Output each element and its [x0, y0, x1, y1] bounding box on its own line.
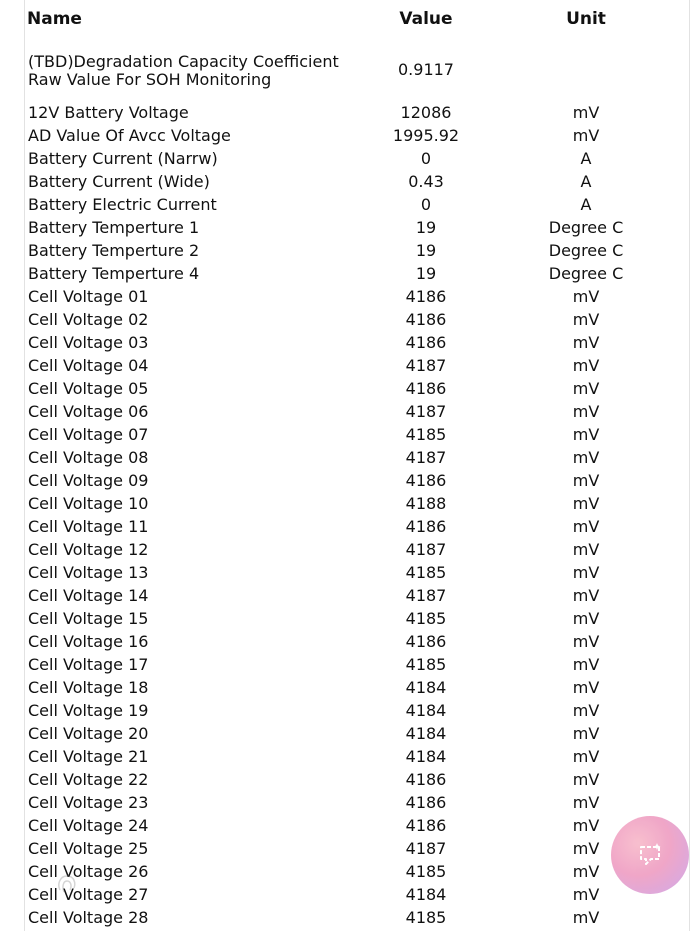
cell-name: Battery Electric Current [28, 195, 217, 214]
table-row[interactable] [25, 193, 690, 216]
cell-unit: mV [572, 494, 600, 513]
cell-value: 4185 [405, 609, 447, 628]
cell-value: 4186 [405, 471, 447, 490]
cell-name: Battery Current (Narrw) [28, 149, 218, 168]
cell-value: 0.9117 [398, 60, 454, 79]
cell-value: 0.43 [408, 172, 444, 191]
cell-unit: mV [572, 816, 600, 835]
cell-name: AD Value Of Avcc Voltage [28, 126, 231, 145]
cell-unit: A [580, 172, 592, 191]
cell-unit: mV [572, 103, 600, 122]
cell-value: 4184 [405, 747, 447, 766]
cell-value: 4186 [405, 379, 447, 398]
cell-value: 4185 [405, 655, 447, 674]
cell-name: Cell Voltage 09 [28, 471, 149, 490]
cell-value: 4184 [405, 678, 447, 697]
table-row[interactable] [25, 722, 690, 745]
cell-unit: mV [572, 655, 600, 674]
cell-unit: mV [572, 793, 600, 812]
cell-unit: mV [572, 885, 600, 904]
live-data-table [25, 0, 690, 929]
table-row[interactable] [25, 262, 690, 285]
cell-unit: mV [572, 724, 600, 743]
cell-value: 4187 [405, 356, 447, 375]
cell-value: 4186 [405, 287, 447, 306]
table-row[interactable] [25, 101, 690, 124]
header-unit[interactable]: Unit [566, 9, 606, 29]
cell-value: 4186 [405, 816, 447, 835]
cell-unit: mV [572, 701, 600, 720]
cell-value: 4184 [405, 701, 447, 720]
cell-unit: A [580, 195, 592, 214]
cell-unit: mV [572, 379, 600, 398]
cell-unit: mV [572, 839, 600, 858]
table-row[interactable] [25, 768, 690, 791]
cell-name: Cell Voltage 26 [28, 862, 149, 881]
cell-value: 4186 [405, 793, 447, 812]
cell-unit [481, 38, 690, 101]
cell-unit: mV [572, 402, 600, 421]
table-row[interactable] [25, 377, 690, 400]
cell-name: (TBD)Degradation Capacity Coefficient Raw Value For SOH Monitoring [28, 52, 339, 89]
cell-name: Cell Voltage 27 [28, 885, 149, 904]
header-value[interactable]: Value [399, 9, 453, 29]
table-row[interactable] [25, 837, 690, 860]
cell-value: 19 [415, 218, 437, 237]
cell-value: 19 [415, 241, 437, 260]
cell-name: Cell Voltage 13 [28, 563, 149, 582]
table-row[interactable] [25, 653, 690, 676]
cell-name: Cell Voltage 23 [28, 793, 149, 812]
table-row[interactable] [25, 883, 690, 906]
cell-name: Cell Voltage 17 [28, 655, 149, 674]
cell-name: Cell Voltage 11 [28, 517, 149, 536]
cell-name: Cell Voltage 14 [28, 586, 149, 605]
cell-value: 4185 [405, 908, 447, 927]
cell-name: Cell Voltage 15 [28, 609, 149, 628]
table-row[interactable] [25, 423, 690, 446]
cell-unit: Degree C [548, 264, 624, 283]
cell-value: 4186 [405, 632, 447, 651]
table-row[interactable] [25, 492, 690, 515]
cell-name: Cell Voltage 04 [28, 356, 149, 375]
table-row[interactable] [25, 538, 690, 561]
cell-value: 4187 [405, 448, 447, 467]
table-row[interactable] [25, 446, 690, 469]
table-row[interactable] [25, 607, 690, 630]
table-row[interactable] [25, 561, 690, 584]
table-row[interactable] [25, 699, 690, 722]
table-row[interactable] [25, 745, 690, 768]
table-row[interactable] [25, 216, 690, 239]
cell-value: 4185 [405, 563, 447, 582]
cell-name: Cell Voltage 01 [28, 287, 149, 306]
cell-unit: mV [572, 770, 600, 789]
cell-unit: mV [572, 862, 600, 881]
cell-value: 4184 [405, 885, 447, 904]
table-header-row [25, 0, 690, 38]
cell-value: 0 [420, 195, 432, 214]
table-body [25, 38, 690, 929]
cell-value: 4187 [405, 839, 447, 858]
cell-name: Cell Voltage 05 [28, 379, 149, 398]
table-row[interactable] [25, 170, 690, 193]
cell-value: 0 [420, 149, 432, 168]
cell-name: Cell Voltage 18 [28, 678, 149, 697]
cell-name: Battery Temperture 1 [28, 218, 200, 237]
table-row[interactable] [25, 239, 690, 262]
cell-name: Cell Voltage 24 [28, 816, 149, 835]
cell-name: Cell Voltage 06 [28, 402, 149, 421]
cell-unit: mV [572, 448, 600, 467]
table-row[interactable] [25, 469, 690, 492]
cell-value: 4187 [405, 402, 447, 421]
table-row[interactable] [25, 515, 690, 538]
table-row[interactable] [25, 308, 690, 331]
cell-unit: mV [572, 287, 600, 306]
cell-unit: mV [572, 356, 600, 375]
cell-name: Cell Voltage 28 [28, 908, 149, 927]
cell-unit: mV [572, 310, 600, 329]
cell-name: Cell Voltage 22 [28, 770, 149, 789]
cell-value: 19 [415, 264, 437, 283]
cell-value: 4187 [405, 586, 447, 605]
assistant-fab-button[interactable] [611, 816, 689, 894]
cell-unit: mV [572, 563, 600, 582]
cell-unit: mV [572, 678, 600, 697]
cell-value: 4184 [405, 724, 447, 743]
cell-value: 4188 [405, 494, 447, 513]
table-row[interactable] [25, 860, 690, 883]
table-row[interactable] [25, 791, 690, 814]
cell-unit: mV [572, 517, 600, 536]
table-row[interactable] [25, 354, 690, 377]
cell-value: 4185 [405, 862, 447, 881]
cell-unit: mV [572, 471, 600, 490]
cell-value: 4186 [405, 310, 447, 329]
cell-name: Battery Temperture 4 [28, 264, 200, 283]
cell-name: Cell Voltage 02 [28, 310, 149, 329]
cell-unit: Degree C [548, 218, 624, 237]
cell-name: Cell Voltage 16 [28, 632, 149, 651]
data-table-frame [24, 0, 690, 931]
cell-unit: mV [572, 908, 600, 927]
cell-value: 1995.92 [392, 126, 460, 145]
cell-value: 4187 [405, 540, 447, 559]
cell-unit: mV [572, 333, 600, 352]
cell-name: Battery Temperture 2 [28, 241, 200, 260]
cell-value: 4186 [405, 770, 447, 789]
cell-name: Cell Voltage 20 [28, 724, 149, 743]
cell-unit: Degree C [548, 241, 624, 260]
cell-value: 4186 [405, 517, 447, 536]
cell-name: Battery Current (Wide) [28, 172, 210, 191]
cell-name: Cell Voltage 21 [28, 747, 149, 766]
cell-name: Cell Voltage 08 [28, 448, 149, 467]
table-row[interactable] [25, 124, 690, 147]
cell-unit: mV [572, 126, 600, 145]
cell-unit: mV [572, 747, 600, 766]
table-row[interactable] [25, 584, 690, 607]
table-row[interactable] [25, 38, 690, 101]
cell-unit: A [580, 149, 592, 168]
cell-name: Cell Voltage 25 [28, 839, 149, 858]
cell-unit: mV [572, 586, 600, 605]
table-row[interactable] [25, 147, 690, 170]
table-row[interactable] [25, 676, 690, 699]
table-row[interactable] [25, 630, 690, 653]
cell-value: 4185 [405, 425, 447, 444]
cell-value: 12086 [400, 103, 452, 122]
table-row[interactable] [25, 331, 690, 354]
table-row[interactable] [25, 400, 690, 423]
cell-name: 12V Battery Voltage [28, 103, 189, 122]
cell-name: Cell Voltage 07 [28, 425, 149, 444]
cell-value: 4186 [405, 333, 447, 352]
cell-unit: mV [572, 540, 600, 559]
cell-unit: mV [572, 609, 600, 628]
cell-name: Cell Voltage 19 [28, 701, 149, 720]
cell-name: Cell Voltage 10 [28, 494, 149, 513]
table-row[interactable] [25, 285, 690, 308]
cell-name: Cell Voltage 03 [28, 333, 149, 352]
fingerprint-icon [52, 868, 82, 898]
table-row[interactable] [25, 906, 690, 929]
chat-sparkle-icon [635, 840, 665, 870]
cell-unit: mV [572, 425, 600, 444]
cell-unit: mV [572, 632, 600, 651]
header-name[interactable]: Name [27, 9, 82, 29]
cell-name: Cell Voltage 12 [28, 540, 149, 559]
table-row[interactable] [25, 814, 690, 837]
